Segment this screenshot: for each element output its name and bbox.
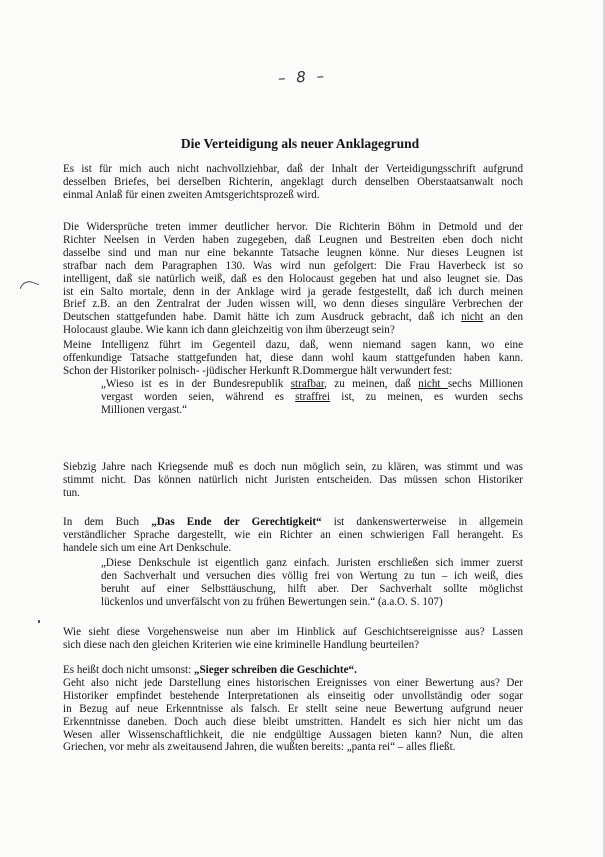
- paragraph-line: [63, 664, 523, 677]
- bold-quote: „Sieger schreiben die Geschichte“.: [193, 664, 357, 676]
- quote-line: „Diese Denkschule ist eigentlich ganz einfach. Juristen erschließen sich immer zuerst: [101, 557, 523, 569]
- paragraph-6: [63, 626, 523, 652]
- quote-line: Millionen vergast.“: [101, 403, 188, 416]
- paragraph-line: sich diese nach den gleichen Kriterien wie eine kriminelle Handlung beurteilen?: [63, 638, 420, 651]
- text-run: Deutschen stattgefunden habe. Damit hätte ich zum Ausdruck gebracht, daß ich: [63, 311, 462, 324]
- paragraph-line: Historiker empfindet bestehende Interpretationen als einseitig oder unvollständig oder sogar: [63, 689, 523, 702]
- text-run: vergast worden seien, während es: [101, 390, 296, 403]
- margin-pencil-mark: [20, 278, 40, 294]
- paragraph-3: [63, 339, 523, 378]
- paragraph-line: Wie sieht diese Vorgehensweise nun aber im Hinblick auf Geschichtsereignisse aus? Lassen: [63, 626, 523, 638]
- page-number: – 8 –: [277, 66, 328, 88]
- paragraph-7: [63, 664, 523, 754]
- text-run: Es heißt doch nicht umsonst:: [63, 664, 194, 676]
- paragraph-line: Wesen aller Wissenschaftlichkeit, die nie endgültige Aussagen bieten kann? Nun, die alten: [63, 728, 523, 741]
- paragraph-line: intelligent, daß sie natürlich weiß, daß es den Holocaust gegeben hat und also leugnet sie. Das: [63, 272, 523, 285]
- underlined-word: nicht: [418, 378, 448, 390]
- paragraph-line: offenkundige Tatsache stattgefunden hat, diese dann wohl kaum stattgefunden haben kann.: [63, 351, 523, 364]
- paragraph-line: Siebzig Jahre nach Kriegsende muß es doch nun möglich sein, zu klären, was stimmt und was: [63, 461, 523, 473]
- paragraph-line: Die Widersprüche treten immer deutlicher hervor. Die Richterin Böhm in Detmold und der: [63, 221, 523, 233]
- paragraph-line: Brief z.B. an den Zentralrat der Juden wissen will, wo denn dieses singuläre Verbrechen der: [63, 298, 523, 311]
- margin-dot: [38, 620, 40, 623]
- paragraph-line: einmal Anlaß für einen zweiten Amtsgerichtsprozeß wird.: [63, 188, 320, 201]
- paragraph-line: verständlicher Sprache dargestellt, wie ein Richter an einen schwierigen Fall herangeht. Es: [63, 528, 523, 541]
- underlined-word: nicht: [461, 311, 484, 324]
- quote-1: [101, 378, 523, 417]
- quote-line: den Sachverhalt und versuchen dies völlig frei von Wertung zu tun – ich weiß, dies: [101, 569, 523, 582]
- text-run: sechs Millionen: [447, 378, 523, 390]
- paragraph-2: [63, 221, 523, 337]
- paragraph-5: [63, 516, 523, 555]
- paragraph-line: Erkenntnisse daneben. Doch auch diese bleibt umstritten. Handelt es sich hier nicht um das: [63, 715, 523, 728]
- quote-line: [101, 391, 523, 404]
- paragraph-line: Richter Neelsen in Verden haben zugegeben, daß Leugnen und Bestreiten eben doch nicht: [63, 233, 523, 246]
- paragraph-line: Holocaust glaube. Wie kann ich dann gleichzeitig von ihm überzeugt sein?: [63, 324, 395, 337]
- book-title: „Das Ende der Gerechtigkeit“: [151, 516, 322, 528]
- text-run: In dem Buch: [63, 516, 152, 528]
- paragraph-line: Es ist für mich auch nicht nachvollziehbar, daß der Inhalt der Verteidigungsschrift aufgrund: [63, 163, 523, 175]
- paragraph-line: handele sich um eine Art Denkschule.: [63, 541, 232, 554]
- paragraph-line: in Bezug auf neue Erkenntnisse als falsch. Er stellt seine neue Bewertung aufgrund neuer: [63, 702, 523, 715]
- paragraph-line: stimmt nicht. Das können natürlich nicht Juristen entscheiden. Das müssen schon Historiker: [63, 473, 523, 486]
- quote-2: [101, 557, 523, 609]
- text-run: ist, zu meinen, es wurden sechs: [330, 390, 523, 403]
- underlined-word: strafbar: [290, 378, 325, 390]
- paragraph-line: strafbar nach dem Paragraphen 130. Was wird nun gefolgert: Die Frau Haverbeck ist so: [63, 259, 523, 272]
- paragraph-1: [63, 163, 523, 202]
- text-run: , zu meinen, daß: [324, 378, 419, 390]
- paragraph-line: Geht also nicht jede Darstellung eines historischen Ereignisses von einer Bewertung aus? Der: [63, 676, 523, 689]
- paragraph-line: [63, 311, 523, 324]
- paragraph-line: [63, 516, 523, 529]
- page-title: Die Verteidigung als neuer Anklagegrund: [180, 136, 420, 151]
- text-run: an den: [483, 311, 523, 324]
- paragraph-line: Griechen, vor mehr als zweitausend Jahren, die wußten bereits: „panta rei“ – alles fließt.: [63, 741, 456, 754]
- quote-line: [101, 378, 523, 391]
- paragraph-line: ist ein Salto mortale, denn in der Anklage wird ja gerade festgestellt, daß ich durch meinen: [63, 285, 523, 298]
- paragraph-line: Meine Intelligenz führt im Gegenteil dazu, daß, wenn niemand sagen kann, wo eine: [63, 339, 523, 351]
- paragraph-4: [63, 461, 523, 500]
- paragraph-line: dasselbe sind und man nur eine bekannte Tatsache leugnen könne. Nur dieses Leugnen ist: [63, 246, 523, 259]
- text-run: ist dankenswerterweise in allgemein: [321, 516, 523, 528]
- quote-line: beruht auf einer Selbsttäuschung, hilft aber. Der Sachverhalt sollte möglichst: [101, 582, 523, 595]
- underlined-word: straffrei: [295, 390, 331, 403]
- paragraph-line: desselben Briefes, bei derselben Richterin, angeklagt durch denselben Oberstaatsanwalt noch: [63, 175, 523, 188]
- paragraph-line: Schon der Historiker polnisch- -jüdischer Herkunft R.Dommergue hält verwundert fest:: [63, 364, 453, 377]
- quote-line: lückenlos und unverfälscht von zu frühen Bewertungen sein.“ (a.a.O. S. 107): [101, 595, 443, 608]
- paragraph-line: tun.: [63, 486, 80, 499]
- text-run: „Wieso ist es in der Bundesrepublik: [101, 378, 291, 390]
